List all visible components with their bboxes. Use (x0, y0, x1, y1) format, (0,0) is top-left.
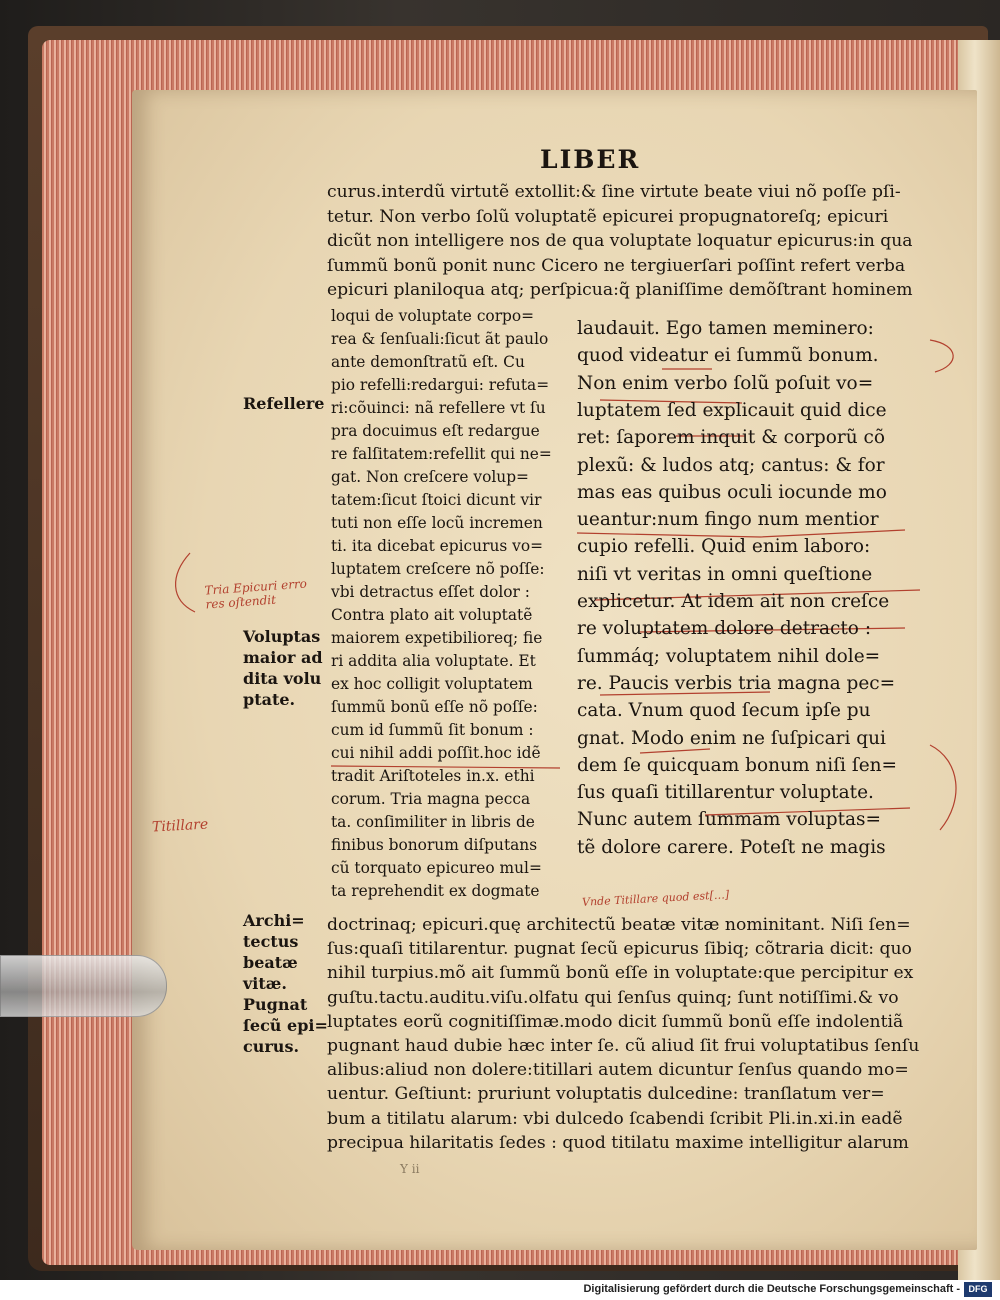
margin-note-line: tectus (243, 932, 299, 951)
text-line: cũ torquato epicureo mul= (331, 859, 542, 877)
text-line: ſummũ bonũ ponit nunc Cicero ne tergiuerſari poſſint refert verba (327, 255, 906, 276)
margin-note-architectus (243, 910, 328, 1057)
text-line: finibus bonorum diſputans (331, 836, 538, 854)
text-line: cui nihil addi poſſit.hoc idẽ (331, 744, 541, 762)
text-line: precipua hilaritatis ſedes : quod titilatu maxime intelligitur alarum (327, 1132, 909, 1153)
margin-note-line: beatæ (243, 953, 298, 972)
margin-note-voluptas (243, 626, 323, 710)
text-line: bum a titilatu alarum: vbi dulcedo ſcabendi ſcribit Pli.in.xi.in eadẽ (327, 1108, 903, 1129)
text-line: loqui de voluptate corpo= (331, 307, 535, 325)
text-line: explicetur. At idem ait non creſce (577, 591, 890, 612)
text-line: alibus:aliud non dolere:titillari autem dicuntur ſenſus quando mo= (327, 1060, 909, 1081)
text-line: Nunc autem ſummam voluptas= (577, 809, 882, 831)
text-line: ri addita alia voluptate. Et (331, 652, 536, 670)
handwritten-line: Tria Epicuri erro (204, 576, 308, 598)
margin-note-refellere: Refellere (243, 394, 325, 413)
text-line: nihil turpius.mõ ait ſummũ bonũ eſſe in voluptate:que percipitur ex (327, 963, 914, 984)
margin-note-line: maior ad (243, 648, 323, 667)
dfg-logo: DFG (964, 1282, 992, 1297)
text-line: pugnant haud dubie hæc inter ſe. cũ aliud ſit frui voluptatibus ſenſu (327, 1036, 920, 1056)
margin-note-line: Pugnat (243, 995, 308, 1014)
glass-weight-clip (0, 955, 167, 1017)
footer-credit: Digitalisierung gefördert durch die Deutsche Forschungsgemeinschaft - (583, 1283, 960, 1295)
text-line: ri:cõuinci: nã refellere vt ſu (331, 399, 546, 417)
text-line: Non enim verbo ſolũ poſuit vo= (577, 372, 874, 394)
text-line: plexũ: & ludos atq; cantus: & for (577, 454, 885, 476)
handwritten-note-bottom: Vnde Titillare quod est[…] (581, 888, 730, 909)
text-line: tatem:ſicut ſtoici dicunt vir (331, 491, 542, 509)
text-line: mas eas quibus oculi iocunde mo (577, 481, 887, 503)
text-line: laudauit. Ego tamen meminero: (577, 318, 874, 339)
text-line: luptates eorũ cognitiſſimæ.modo dicit ſummũ bonũ eſſe indolentiã (327, 1011, 904, 1032)
text-line: dem ſe quicquam bonum niſi ſen= (577, 754, 898, 776)
running-header: LIBER (540, 145, 641, 174)
text-line: ſummũ bonũ eſſe nõ poſſe: (331, 698, 538, 716)
text-line: gat. Non creſcere volup= (331, 468, 529, 486)
text-line: ſummáq; voluptatem nihil dole= (577, 645, 881, 667)
text-line: ſus quaſi titillarentur voluptate. (577, 782, 874, 804)
bracket-errors (176, 553, 195, 612)
text-line: gnat. Modo enim ne ſuſpicari qui (577, 727, 886, 749)
text-line: tradit Ariſtoteles in.x. ethi (331, 767, 535, 785)
text-line: re. Paucis verbis tria magna pec= (577, 672, 896, 694)
text-line: curus.interdũ virtutẽ extollit:& ſine virtute beate viui nõ poſſe pſi- (327, 182, 901, 202)
text-line: ti. ita dicebat epicurus vo= (331, 537, 544, 555)
underline-8 (640, 749, 710, 753)
text-line: ante demonſtratũ eſt. Cu (331, 353, 525, 371)
text-line: pio refelli:redargui: refuta= (331, 376, 550, 394)
text-line: tuti non eſſe locũ incremen (331, 514, 543, 532)
handwritten-line: res oſtendit (205, 592, 277, 612)
text-line: rea & ſenſuali:ſicut ãt paulo (331, 330, 549, 348)
text-line: tetur. Non verbo ſolũ voluptatẽ epicurei propugnatoreſq; epicuri (327, 206, 889, 227)
handwritten-note-titillare: Titillare (151, 816, 209, 836)
text-line: doctrinaq; epicuri.quę architectũ beatæ vitæ nominitant. Niſi ſen= (327, 915, 911, 935)
margin-note-line: Voluptas (243, 627, 321, 646)
text-line: tẽ dolore carere. Poteſt ne magis (577, 836, 886, 858)
bracket-right (930, 745, 956, 830)
bracket-top (930, 340, 953, 372)
margin-note-line: vitæ. (243, 974, 287, 993)
margin-note-line: ptate. (243, 690, 296, 709)
margin-note-line: ſecũ epi= (243, 1016, 328, 1035)
text-line: ret: ſaporem inquit & corporũ cõ (577, 427, 886, 449)
text-line: cupio refelli. Quid enim laboro: (577, 536, 871, 558)
signature-mark: Y ii (400, 1162, 420, 1176)
text-line: niſi vt veritas in omni queſtione (577, 563, 873, 585)
text-line: re falſitatem:refellit qui ne= (331, 445, 552, 463)
text-line: ta. conſimiliter in libris de (331, 813, 535, 831)
text-line: ueantur:num fingo num mentior (577, 509, 879, 531)
text-line: luptatem ſed explicauit quid dice (577, 399, 887, 421)
text-line: maiorem expetibilioreq; fie (331, 629, 543, 647)
text-line: ex hoc colligit voluptatem (331, 675, 533, 693)
text-line: epicuri planiloqua atq; perſpicua:q̃ planiſſime demõſtrant hominem (327, 280, 913, 300)
text-line: luptatem creſcere nõ poſſe: (331, 560, 545, 578)
text-line: cum id ſummũ ſit bonum : (331, 721, 534, 739)
text-line: guſtu.tactu.auditu.viſu.olfatu qui ſenſus quinq; ſunt notiſſimi.& vo (327, 987, 899, 1008)
text-line: cata. Vnum quod ſecum ipſe pu (577, 700, 871, 722)
text-line: vbi detractus eſſet dolor : (331, 583, 530, 601)
text-line: re voluptatem dolore detracto : (577, 618, 872, 640)
text-line: dicũt non intelligere nos de qua voluptate loquatur epicurus:in qua (327, 231, 913, 251)
footer-bar (0, 1280, 1000, 1300)
margin-note-line: dita volu (243, 669, 322, 688)
margin-note-line: curus. (243, 1037, 300, 1056)
text-line: ta reprehendit ex dogmate (331, 882, 540, 900)
text-line: pra docuimus eſt redargue (331, 422, 540, 440)
margin-note-line: Archi= (243, 911, 305, 930)
text-line: corum. Tria magna pecca (331, 790, 531, 808)
text-line: quod videatur ei ſummũ bonum. (577, 345, 879, 367)
text-line: uentur. Geſtiunt: pruriunt voluptatis dulcedine: tranſlatum ver= (327, 1084, 885, 1105)
text-line: ſus:quaſi titilarentur. pugnat ſecũ epicurus ſibiq; cõtraria dicit: quo (327, 939, 912, 960)
text-line: Contra plato ait voluptatẽ (331, 606, 533, 624)
